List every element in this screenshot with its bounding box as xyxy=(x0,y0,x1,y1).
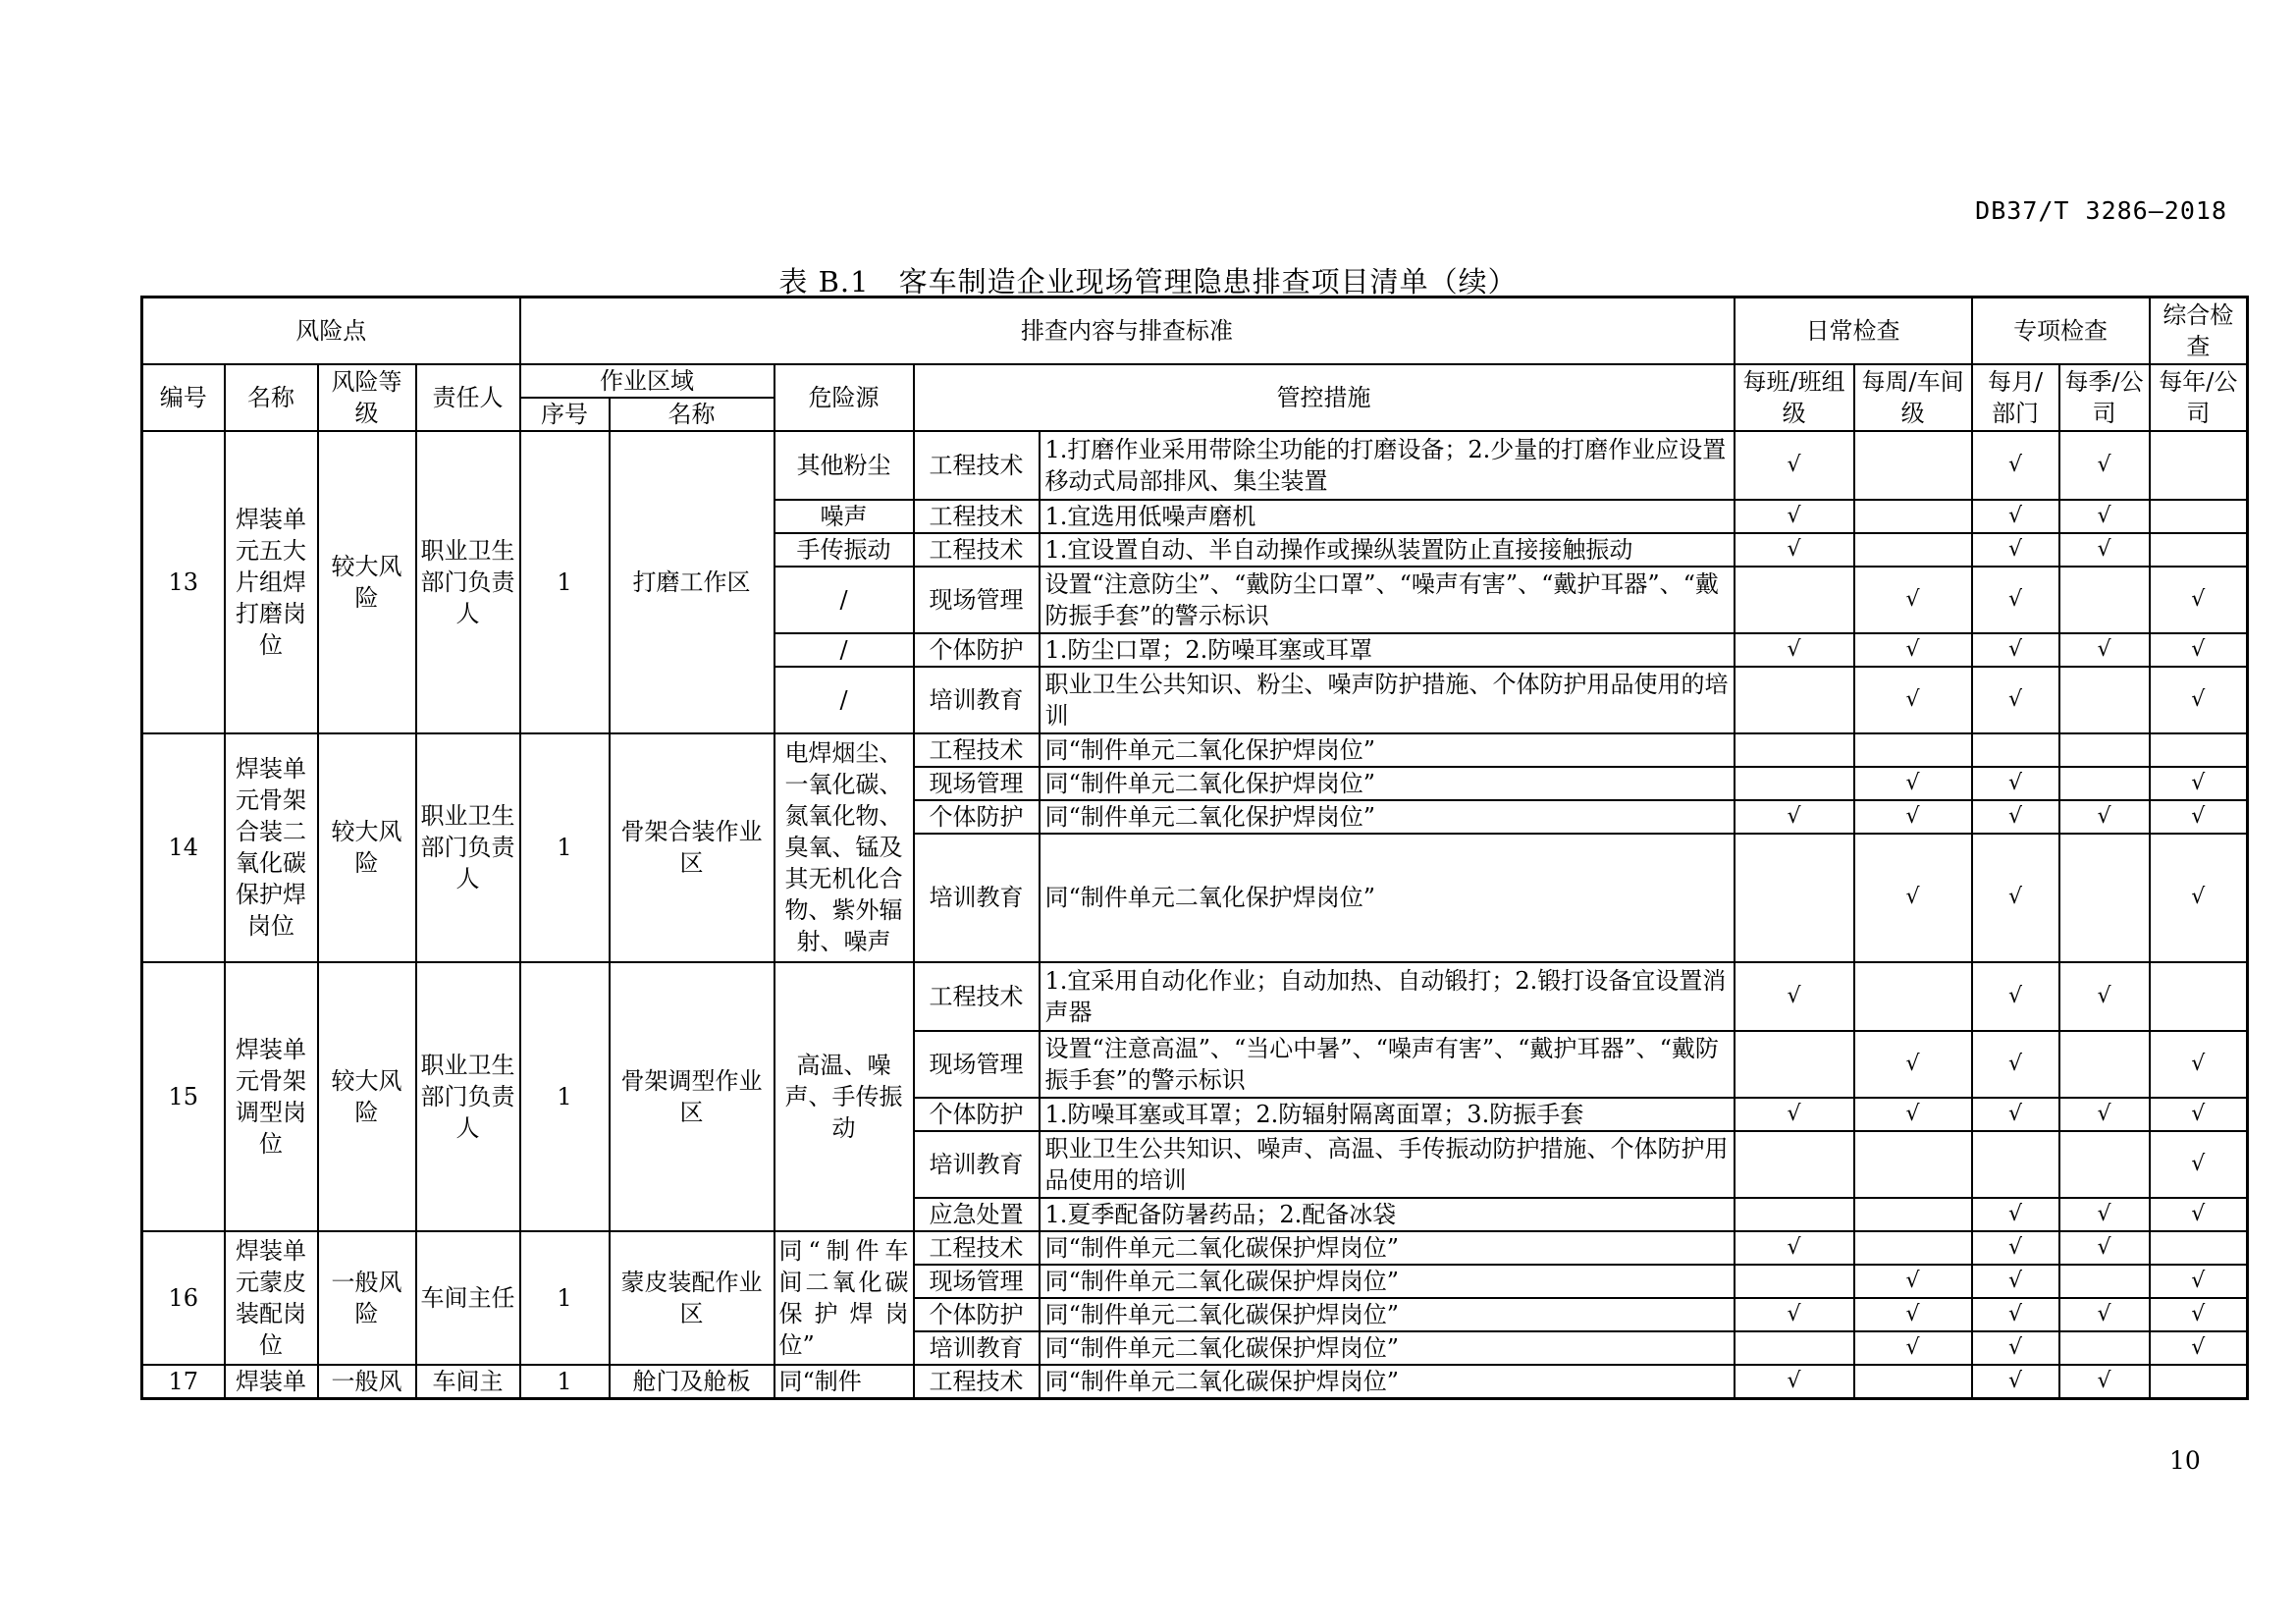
risk-no: 14 xyxy=(142,733,225,962)
table-title: 表 B.1 客车制造企业现场管理隐患排查项目清单（续） xyxy=(778,265,1518,298)
check-per-shift xyxy=(1735,667,1854,733)
check-per-year: √ xyxy=(2150,1265,2248,1298)
measure-type: 工程技术 xyxy=(914,962,1040,1031)
check-per-quarter: √ xyxy=(2059,533,2150,567)
hazard-source: 同“制件车间二氧化碳保护焊岗位” xyxy=(774,1231,914,1365)
header-hazard: 危险源 xyxy=(774,364,914,431)
measure-text: 1.防尘口罩；2.防噪耳塞或耳罩 xyxy=(1040,633,1735,667)
measure-type: 培训教育 xyxy=(914,834,1040,962)
check-per-week xyxy=(1854,1198,1972,1231)
check-per-month: √ xyxy=(1972,1265,2059,1298)
header-name: 名称 xyxy=(225,364,318,431)
check-per-quarter xyxy=(2059,767,2150,800)
measure-type: 培训教育 xyxy=(914,667,1040,733)
check-per-year: √ xyxy=(2150,633,2248,667)
check-per-shift xyxy=(1735,1031,1854,1098)
risk-name: 焊装单元蒙皮装配岗位 xyxy=(225,1231,318,1365)
header-control-measures: 管控措施 xyxy=(914,364,1735,431)
check-per-month: √ xyxy=(1972,633,2059,667)
risk-no: 17 xyxy=(142,1365,225,1399)
header-special-check: 专项检查 xyxy=(1972,298,2150,364)
risk-responsible: 车间主 xyxy=(416,1365,520,1399)
hazard-source: 高温、噪声、手传振动 xyxy=(774,962,914,1231)
measure-text: 同“制件单元二氧化碳保护焊岗位” xyxy=(1040,1331,1735,1365)
check-per-week xyxy=(1854,1365,1972,1399)
measure-type: 工程技术 xyxy=(914,1365,1040,1399)
document-code: DB37/T 3286—2018 xyxy=(1975,196,2227,225)
hazard-source: 手传振动 xyxy=(774,533,914,567)
check-per-year: √ xyxy=(2150,767,2248,800)
area-seq: 1 xyxy=(520,1365,610,1399)
risk-name: 焊装单元骨架调型岗位 xyxy=(225,962,318,1231)
check-per-year: √ xyxy=(2150,1031,2248,1098)
check-per-quarter xyxy=(2059,1131,2150,1198)
check-per-month: √ xyxy=(1972,1365,2059,1399)
check-per-shift xyxy=(1735,1331,1854,1365)
check-per-year xyxy=(2150,431,2248,500)
check-per-month: √ xyxy=(1972,767,2059,800)
measure-text: 1.夏季配备防暑药品；2.配备冰袋 xyxy=(1040,1198,1735,1231)
check-per-shift xyxy=(1735,834,1854,962)
page-number: 10 xyxy=(2169,1446,2201,1475)
measure-text: 同“制件单元二氧化保护焊岗位” xyxy=(1040,767,1735,800)
risk-no: 13 xyxy=(142,431,225,733)
measure-text: 同“制件单元二氧化碳保护焊岗位” xyxy=(1040,1365,1735,1399)
table-row xyxy=(142,962,2248,1031)
check-per-week xyxy=(1854,431,1972,500)
risk-name: 焊装单 xyxy=(225,1365,318,1399)
check-per-month: √ xyxy=(1972,1331,2059,1365)
area-name: 骨架合装作业区 xyxy=(610,733,774,962)
hazard-source: / xyxy=(774,567,914,633)
check-per-month: √ xyxy=(1972,962,2059,1031)
check-per-quarter xyxy=(2059,834,2150,962)
measure-type: 个体防护 xyxy=(914,1298,1040,1331)
check-per-year xyxy=(2150,962,2248,1031)
measure-type: 现场管理 xyxy=(914,1031,1040,1098)
risk-responsible: 车间主任 xyxy=(416,1231,520,1365)
measure-text: 1.打磨作业采用带除尘功能的打磨设备；2.少量的打磨作业应设置移动式局部排风、集尘装置 xyxy=(1040,431,1735,500)
measure-text: 同“制件单元二氧化碳保护焊岗位” xyxy=(1040,1231,1735,1265)
header-risk-point: 风险点 xyxy=(142,298,520,364)
measure-type: 培训教育 xyxy=(914,1331,1040,1365)
area-name: 蒙皮装配作业区 xyxy=(610,1231,774,1365)
check-per-quarter: √ xyxy=(2059,1231,2150,1265)
area-seq: 1 xyxy=(520,733,610,962)
measure-text: 同“制件单元二氧化碳保护焊岗位” xyxy=(1040,1265,1735,1298)
risk-responsible: 职业卫生部门负责人 xyxy=(416,431,520,733)
check-per-quarter xyxy=(2059,1265,2150,1298)
header-daily-check: 日常检查 xyxy=(1735,298,1972,364)
check-per-year: √ xyxy=(2150,667,2248,733)
table-row xyxy=(142,431,2248,500)
check-per-month: √ xyxy=(1972,667,2059,733)
check-per-week xyxy=(1854,1231,1972,1265)
header-per-month: 每月/部门 xyxy=(1972,364,2059,431)
measure-type: 工程技术 xyxy=(914,500,1040,533)
area-seq: 1 xyxy=(520,431,610,733)
check-per-quarter xyxy=(2059,567,2150,633)
check-per-week: √ xyxy=(1854,1331,1972,1365)
measure-text: 同“制件单元二氧化保护焊岗位” xyxy=(1040,800,1735,834)
check-per-month xyxy=(1972,733,2059,767)
check-per-week: √ xyxy=(1854,800,1972,834)
measure-type: 工程技术 xyxy=(914,733,1040,767)
risk-level: 较大风险 xyxy=(318,962,416,1231)
hazard-source: / xyxy=(774,633,914,667)
check-per-year: √ xyxy=(2150,1131,2248,1198)
check-per-year xyxy=(2150,1365,2248,1399)
check-per-week: √ xyxy=(1854,834,1972,962)
check-per-week xyxy=(1854,962,1972,1031)
check-per-shift: √ xyxy=(1735,633,1854,667)
check-per-month xyxy=(1972,1131,2059,1198)
check-per-year xyxy=(2150,500,2248,533)
check-per-year xyxy=(2150,533,2248,567)
check-per-shift: √ xyxy=(1735,1231,1854,1265)
measure-text: 1.宜采用自动化作业；自动加热、自动锻打；2.锻打设备宜设置消声器 xyxy=(1040,962,1735,1031)
header-seq: 序号 xyxy=(520,398,610,431)
check-per-shift: √ xyxy=(1735,962,1854,1031)
header-per-quarter: 每季/公司 xyxy=(2059,364,2150,431)
check-per-shift xyxy=(1735,1198,1854,1231)
risk-responsible: 职业卫生部门负责人 xyxy=(416,733,520,962)
check-per-week xyxy=(1854,1131,1972,1198)
check-per-quarter: √ xyxy=(2059,800,2150,834)
measure-type: 现场管理 xyxy=(914,1265,1040,1298)
check-per-week xyxy=(1854,533,1972,567)
measure-type: 个体防护 xyxy=(914,1098,1040,1131)
measure-text: 设置“注意高温”、“当心中暑”、“噪声有害”、“戴护耳器”、“戴防振手套”的警示标识 xyxy=(1040,1031,1735,1098)
check-per-quarter xyxy=(2059,667,2150,733)
header-risk-level: 风险等级 xyxy=(318,364,416,431)
measure-text: 同“制件单元二氧化碳保护焊岗位” xyxy=(1040,1298,1735,1331)
check-per-quarter: √ xyxy=(2059,1098,2150,1131)
measure-text: 职业卫生公共知识、噪声、高温、手传振动防护措施、个体防护用品使用的培训 xyxy=(1040,1131,1735,1198)
check-per-month: √ xyxy=(1972,431,2059,500)
risk-level: 一般风险 xyxy=(318,1231,416,1365)
check-per-year xyxy=(2150,733,2248,767)
check-per-quarter: √ xyxy=(2059,633,2150,667)
measure-type: 个体防护 xyxy=(914,633,1040,667)
measure-text: 1.宜选用低噪声磨机 xyxy=(1040,500,1735,533)
table-row xyxy=(142,733,2248,767)
header-no: 编号 xyxy=(142,364,225,431)
header-per-week: 每周/车间级 xyxy=(1854,364,1972,431)
check-per-shift: √ xyxy=(1735,500,1854,533)
hazard-checklist-table xyxy=(140,296,2249,1400)
check-per-shift: √ xyxy=(1735,1365,1854,1399)
table-row xyxy=(142,1365,2248,1399)
area-name: 打磨工作区 xyxy=(610,431,774,733)
measure-text: 职业卫生公共知识、粉尘、噪声防护措施、个体防护用品使用的培训 xyxy=(1040,667,1735,733)
header-per-shift: 每班/班组级 xyxy=(1735,364,1854,431)
check-per-quarter xyxy=(2059,1031,2150,1098)
measure-text: 同“制件单元二氧化保护焊岗位” xyxy=(1040,834,1735,962)
check-per-week: √ xyxy=(1854,1098,1972,1131)
measure-type: 工程技术 xyxy=(914,533,1040,567)
check-per-week: √ xyxy=(1854,767,1972,800)
check-per-year: √ xyxy=(2150,834,2248,962)
check-per-quarter xyxy=(2059,1331,2150,1365)
risk-name: 焊装单元骨架合装二氧化碳保护焊岗位 xyxy=(225,733,318,962)
risk-name: 焊装单元五大片组焊打磨岗位 xyxy=(225,431,318,733)
area-name: 舱门及舱板 xyxy=(610,1365,774,1399)
hazard-source: / xyxy=(774,667,914,733)
check-per-shift xyxy=(1735,767,1854,800)
area-seq: 1 xyxy=(520,1231,610,1365)
check-per-shift: √ xyxy=(1735,431,1854,500)
measure-type: 个体防护 xyxy=(914,800,1040,834)
measure-text: 1.宜设置自动、半自动操作或操纵装置防止直接接触振动 xyxy=(1040,533,1735,567)
check-per-quarter: √ xyxy=(2059,962,2150,1031)
check-per-year: √ xyxy=(2150,567,2248,633)
check-per-month: √ xyxy=(1972,1231,2059,1265)
check-per-year: √ xyxy=(2150,1331,2248,1365)
risk-level: 一般风 xyxy=(318,1365,416,1399)
check-per-shift: √ xyxy=(1735,1098,1854,1131)
check-per-month: √ xyxy=(1972,1031,2059,1098)
check-per-quarter: √ xyxy=(2059,1365,2150,1399)
measure-type: 应急处置 xyxy=(914,1198,1040,1231)
check-per-year xyxy=(2150,1231,2248,1265)
check-per-shift: √ xyxy=(1735,533,1854,567)
check-per-year: √ xyxy=(2150,1098,2248,1131)
table-row xyxy=(142,1231,2248,1265)
measure-type: 工程技术 xyxy=(914,1231,1040,1265)
check-per-shift xyxy=(1735,1131,1854,1198)
check-per-month: √ xyxy=(1972,1198,2059,1231)
check-per-month: √ xyxy=(1972,800,2059,834)
check-per-week: √ xyxy=(1854,667,1972,733)
check-per-month: √ xyxy=(1972,533,2059,567)
measure-type: 现场管理 xyxy=(914,567,1040,633)
check-per-quarter: √ xyxy=(2059,1298,2150,1331)
check-per-month: √ xyxy=(1972,834,2059,962)
risk-no: 15 xyxy=(142,962,225,1231)
measure-text: 设置“注意防尘”、“戴防尘口罩”、“噪声有害”、“戴护耳器”、“戴防振手套”的警示标识 xyxy=(1040,567,1735,633)
check-per-quarter: √ xyxy=(2059,500,2150,533)
check-per-shift xyxy=(1735,1265,1854,1298)
header-work-area: 作业区域 xyxy=(520,364,774,398)
header-content-standard: 排查内容与排查标准 xyxy=(520,298,1735,364)
check-per-week: √ xyxy=(1854,1298,1972,1331)
risk-level: 较大风险 xyxy=(318,733,416,962)
check-per-year: √ xyxy=(2150,800,2248,834)
check-per-week: √ xyxy=(1854,633,1972,667)
check-per-week xyxy=(1854,500,1972,533)
header-per-year: 每年/公司 xyxy=(2150,364,2248,431)
measure-type: 现场管理 xyxy=(914,767,1040,800)
measure-type: 培训教育 xyxy=(914,1131,1040,1198)
measure-text: 1.防噪耳塞或耳罩；2.防辐射隔离面罩；3.防振手套 xyxy=(1040,1098,1735,1131)
risk-responsible: 职业卫生部门负责人 xyxy=(416,962,520,1231)
area-seq: 1 xyxy=(520,962,610,1231)
check-per-quarter: √ xyxy=(2059,431,2150,500)
hazard-source: 电焊烟尘、一氧化碳、氮氧化物、臭氧、锰及其无机化合物、紫外辐射、噪声 xyxy=(774,733,914,962)
check-per-month: √ xyxy=(1972,1298,2059,1331)
check-per-month: √ xyxy=(1972,567,2059,633)
hazard-source: 其他粉尘 xyxy=(774,431,914,500)
header-area-name: 名称 xyxy=(610,398,774,431)
check-per-week: √ xyxy=(1854,1265,1972,1298)
header-responsible: 责任人 xyxy=(416,364,520,431)
risk-no: 16 xyxy=(142,1231,225,1365)
measure-type: 工程技术 xyxy=(914,431,1040,500)
check-per-shift: √ xyxy=(1735,1298,1854,1331)
check-per-month: √ xyxy=(1972,500,2059,533)
check-per-year: √ xyxy=(2150,1298,2248,1331)
hazard-source: 噪声 xyxy=(774,500,914,533)
check-per-month: √ xyxy=(1972,1098,2059,1131)
risk-level: 较大风险 xyxy=(318,431,416,733)
measure-text: 同“制件单元二氧化保护焊岗位” xyxy=(1040,733,1735,767)
check-per-quarter xyxy=(2059,733,2150,767)
hazard-source: 同“制件 xyxy=(774,1365,914,1399)
check-per-week: √ xyxy=(1854,567,1972,633)
check-per-shift: √ xyxy=(1735,800,1854,834)
check-per-year: √ xyxy=(2150,1198,2248,1231)
area-name: 骨架调型作业区 xyxy=(610,962,774,1231)
check-per-quarter: √ xyxy=(2059,1198,2150,1231)
check-per-shift xyxy=(1735,567,1854,633)
header-comprehensive-check: 综合检查 xyxy=(2150,298,2248,364)
check-per-week xyxy=(1854,733,1972,767)
check-per-shift xyxy=(1735,733,1854,767)
check-per-week: √ xyxy=(1854,1031,1972,1098)
